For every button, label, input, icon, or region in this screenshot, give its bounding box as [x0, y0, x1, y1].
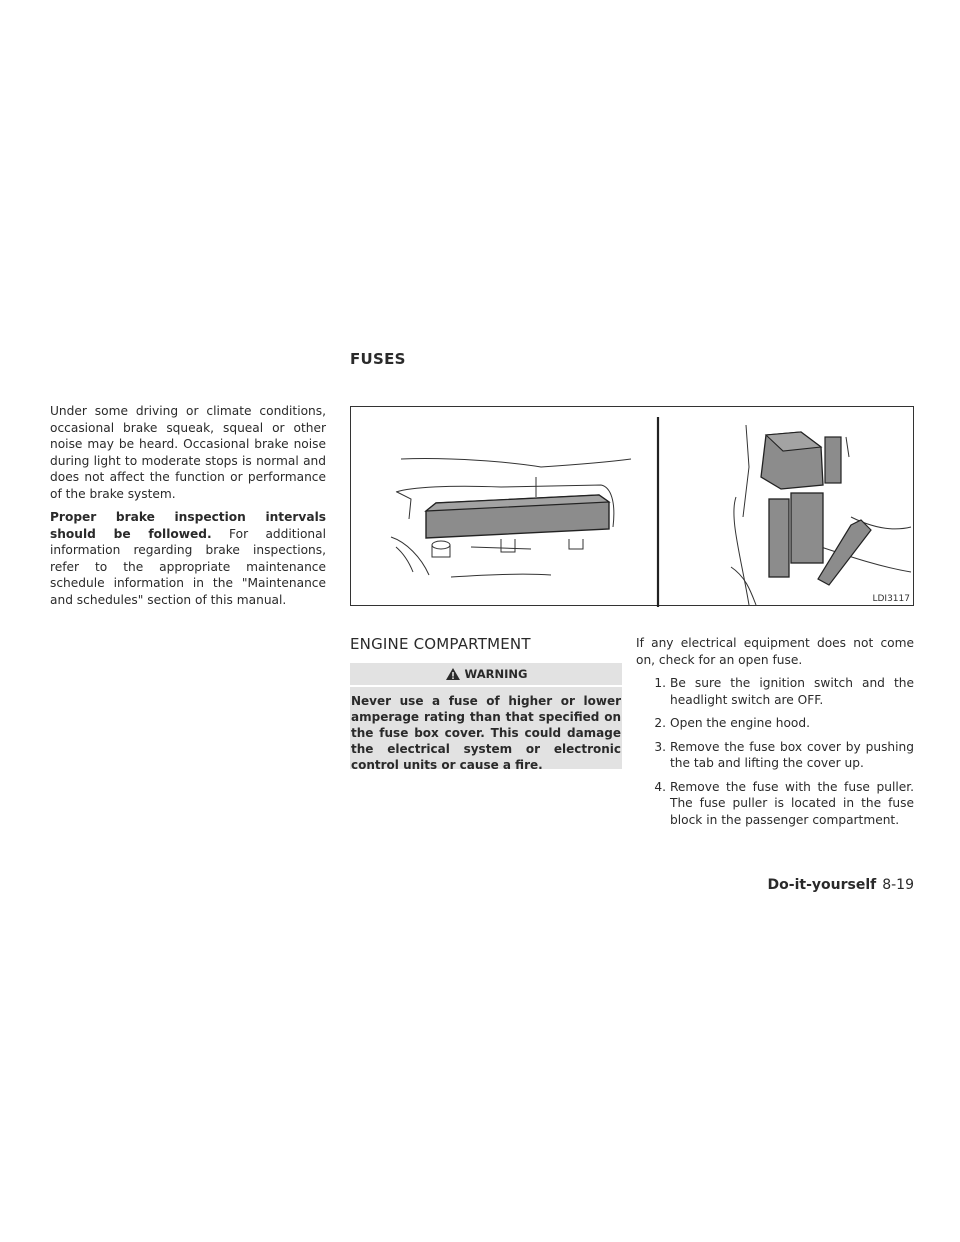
engine-compartment-drawing — [351, 407, 915, 607]
warning-box — [350, 663, 622, 772]
fuse-box-cover — [791, 493, 823, 563]
open-fuse-intro: If any electrical equipment does not come on, check for an open fuse. — [636, 636, 914, 667]
list-item: 1. Be sure the ignition switch and the headlight switch are OFF. — [654, 676, 914, 707]
brake-inspection-paragraph — [50, 509, 326, 608]
fuse-box-illustration — [350, 406, 914, 606]
fuse-puller — [818, 520, 871, 585]
list-item: 3. Remove the fuse box cover by pushing the tab and lifting the cover up. — [654, 739, 914, 770]
section-title: FUSES — [350, 350, 406, 368]
list-item: 2. Open the engine hood. — [654, 716, 810, 730]
brake-noise-paragraph: Under some driving or climate conditions, occasional brake squeak, squeal or other noise may be heard. Occasional brake noise during light to moderate stops is normal and does not affect the function or performance of the brake system. — [50, 404, 326, 501]
fuse-strip — [769, 499, 789, 577]
chapter-name: Do-it-yourself — [767, 877, 877, 893]
engine-compartment-heading: ENGINE COMPARTMENT — [350, 635, 531, 653]
right-column — [636, 635, 914, 835]
warning-text: Never use a fuse of higher or lower amperage rating than that specified on the fuse box cover. This could damage the electrical system or electronic control units or cause a fire. — [351, 694, 621, 772]
warning-triangle-icon — [445, 667, 461, 681]
relay-small — [825, 437, 841, 483]
brake-inspection-text: For additional information regarding brake inspections, refer to the appropriate maintenance schedule information in the "Maintenance and schedules" section of this manual. — [50, 526, 326, 607]
warning-label: WARNING — [464, 667, 528, 681]
list-item: 4. Remove the fuse with the fuse puller. The fuse puller is located in the fuse block in the passenger compartment. — [654, 779, 914, 827]
page-footer — [768, 877, 914, 893]
brake-inspection-bold: Proper brake inspection intervals should be followed. — [50, 510, 326, 541]
warning-header — [350, 663, 622, 687]
figure-code: LDI3117 — [872, 594, 910, 604]
left-column — [50, 403, 326, 615]
page-number: 8-19 — [882, 877, 914, 893]
fuse-check-steps — [636, 675, 914, 828]
